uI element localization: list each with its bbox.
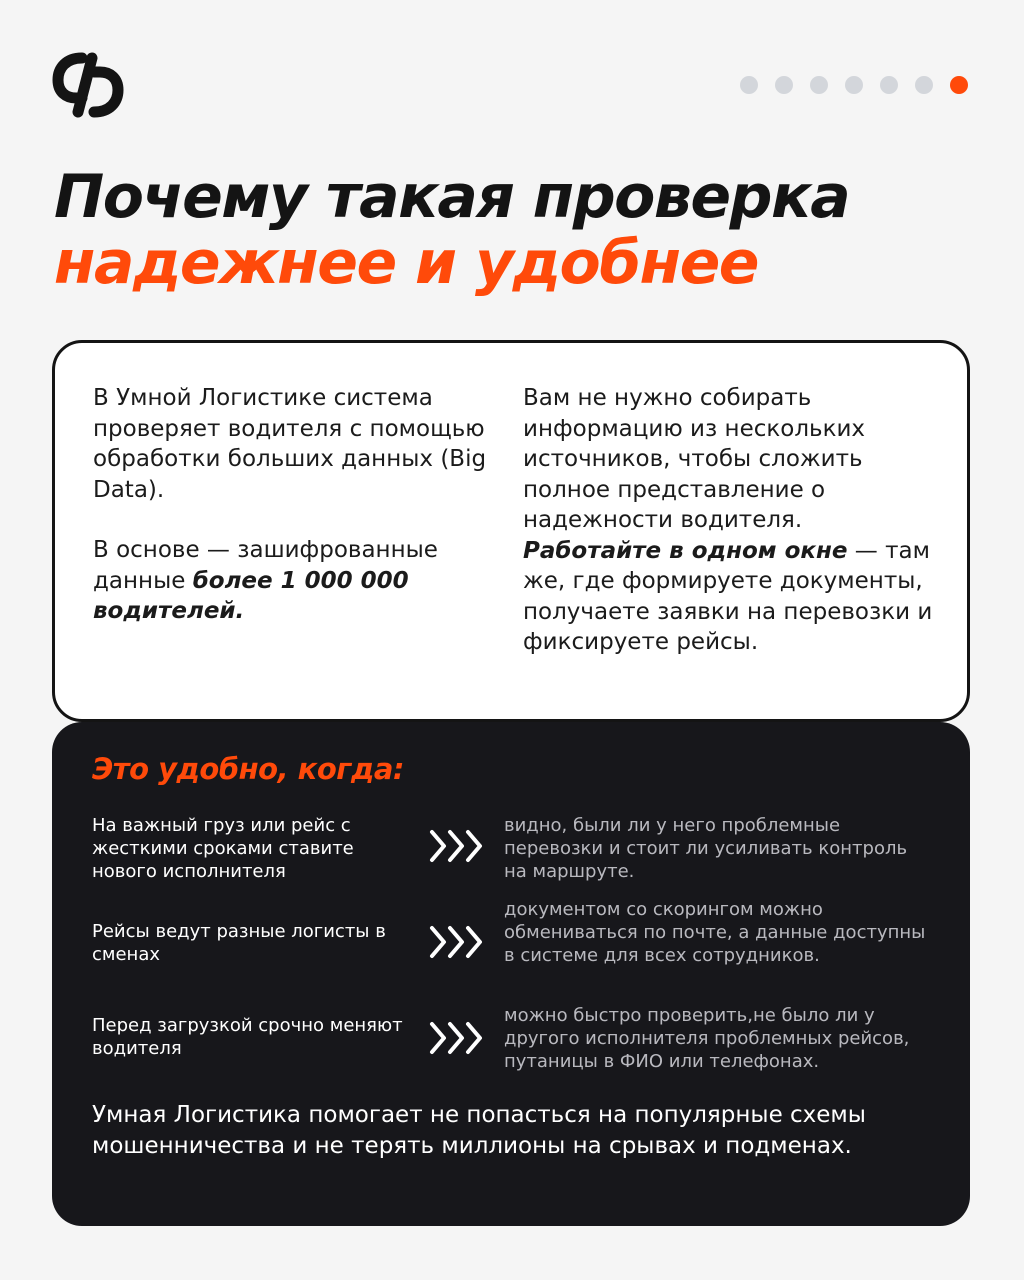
triple-chevron-right-icon [428, 922, 488, 962]
result-text: можно быстро проверить,не было ли у другого исполнителя проблемных рейсов, путаницы в ФИО или телефонах. [504, 1005, 910, 1072]
info-right-p2-text: — там же, где формируете документы, получаете заявки на перевозки и фиксируете рейсы. [523, 537, 933, 655]
pager-dot [915, 76, 933, 94]
pager-dot-active [950, 76, 968, 94]
info-right-column [523, 383, 943, 658]
condition-text: На важный груз или рейс с жесткими сроками ставите нового исполнителя [92, 815, 354, 882]
info-left-paragraph-1: В Умной Логистике система проверяет водителя с помощью обработки больших данных (Big Data). [93, 385, 487, 503]
pager-dot [775, 76, 793, 94]
info-card [52, 340, 970, 722]
result-text: документом со скорингом можно обмениваться по почте, а данные доступны в системе для всех сотрудников. [504, 899, 926, 966]
condition-text: Рейсы ведут разные логисты в сменах [92, 921, 386, 965]
triple-chevron-right-icon [428, 1018, 488, 1058]
title-line-2-accent: надежнее и удобнее [54, 228, 758, 298]
title-line-1: Почему такая проверка [54, 162, 850, 232]
list-item [92, 1004, 932, 1084]
page-title [54, 164, 984, 296]
convenience-title: Это удобно, когда: [92, 752, 405, 786]
info-left-p2-emphasis: более 1 000 000 водителей. [93, 567, 409, 624]
brand-logo-icon [52, 52, 124, 118]
summary-text: Умная Логистика помогает не попасться на популярные схемы мошенничества и не терять миллионы на срывах и подменах. [92, 1102, 866, 1159]
pager-dot [845, 76, 863, 94]
triple-chevron-right-icon [428, 826, 488, 866]
list-item [92, 898, 932, 978]
slide-pager [740, 76, 968, 94]
pager-dot [810, 76, 828, 94]
info-left-paragraph-2 [93, 535, 503, 627]
condition-text: Перед загрузкой срочно меняют водителя [92, 1015, 403, 1059]
list-item [92, 814, 932, 894]
pager-dot [740, 76, 758, 94]
convenience-card [52, 722, 970, 1226]
pager-dot [880, 76, 898, 94]
info-right-paragraph-1: Вам не нужно собирать информацию из нескольких источников, чтобы сложить полное представление о надежности водителя. [523, 385, 866, 533]
info-right-paragraph-2 [523, 536, 943, 658]
info-left-p2-text: В основе — зашифрованные данные [93, 537, 438, 594]
result-text: видно, были ли у него проблемные перевозки и стоит ли усиливать контроль на маршруте. [504, 815, 908, 882]
info-left-column [93, 383, 503, 657]
info-right-p2-emphasis: Работайте в одном окне [523, 537, 848, 564]
